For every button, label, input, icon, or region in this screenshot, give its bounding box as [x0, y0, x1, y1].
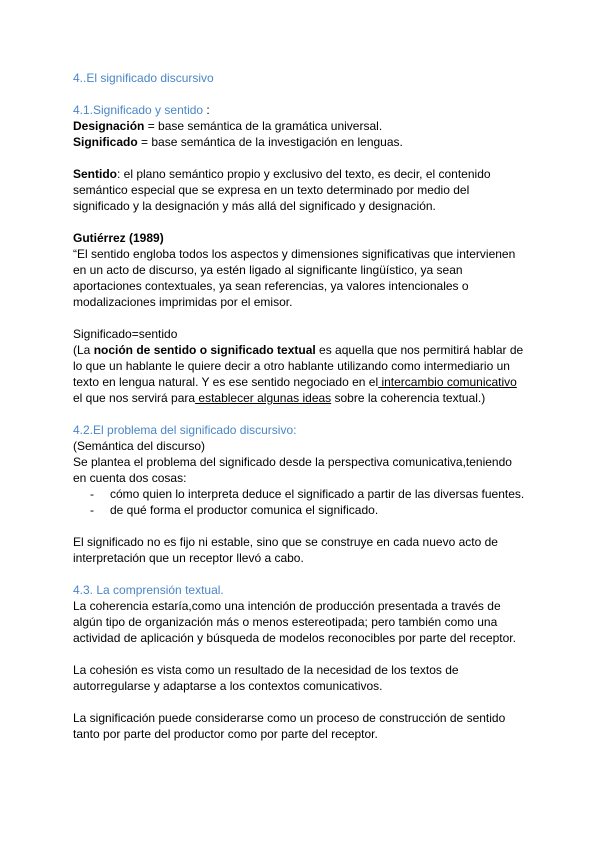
nocion-line-3-pre: texto en lengua natural. Y es ese sentido negociado en el — [73, 375, 379, 389]
sentido-term: Sentido — [73, 167, 117, 181]
fijo-line-2: interpretación que un receptor llevó a cabo. — [73, 551, 304, 565]
problema-line-1: Se plantea el problema del significado desde la perspectiva comunicativa,teniendo — [73, 455, 512, 469]
nocion-open: (La — [73, 343, 94, 357]
nocion-line-4 — [73, 390, 533, 406]
nocion-line-1 — [73, 342, 533, 358]
nocion-line-4-pre: el que nos servirá para — [73, 391, 196, 405]
heading-4-1-colon: : — [203, 103, 210, 117]
gutierrez-title — [73, 230, 533, 246]
designacion-definition — [73, 118, 533, 134]
nocion-bold: noción de sentido o significado textual — [93, 343, 316, 357]
significado-term: Significado — [73, 135, 138, 149]
sentido-line-3: significado y la designación y más allá del significado y designación. — [73, 199, 436, 213]
nocion-rest: es aquella que nos permitirá hablar de — [315, 343, 524, 357]
list-item-text: cómo quien lo interpreta deduce el significado a partir de las diversas fuentes. — [110, 487, 525, 501]
significacion-line-1: La significación puede considerarse como un proceso de construcción de sentido — [73, 711, 506, 725]
quote-line-4: modalizaciones imprimidas por el emisor. — [73, 295, 293, 309]
section-heading-4-1 — [73, 102, 533, 118]
coherencia-line-3: actividad de aplicación y búsqueda de modelos reconocibles por parte del receptor. — [73, 631, 516, 645]
cohesion-line-2: autorregularse y adaptarse a los contextos comunicativos. — [73, 679, 383, 693]
nocion-line-2: lo que un hablante le quiere decir a otro hablante utilizando como intermediario un — [73, 359, 510, 373]
fijo-line-1: El significado no es fijo ni estable, sino que se construye en cada nuevo acto de — [73, 535, 498, 549]
document-body — [73, 70, 533, 742]
quote-line-2: en un acto de discurso, ya estén ligado al significante lingüístico, ya sean — [73, 263, 463, 277]
bullet-dash: - — [90, 487, 94, 501]
nocion-line-3 — [73, 374, 533, 390]
list-item-text: de qué forma el productor comunica el significado. — [110, 503, 379, 517]
semantica-subtitle: (Semántica del discurso) — [73, 439, 206, 453]
significacion-line-2: tanto por parte del productor como por parte del receptor. — [73, 727, 378, 741]
significado-sentido-equation: Significado=sentido — [73, 327, 178, 341]
nocion-line-4-post: sobre la coherencia textual.) — [331, 391, 486, 405]
quote-line-3: aportaciones contextuales, ya sean referencias, ya valores intencionales o — [73, 279, 469, 293]
section-heading-4: 4..El significado discursivo — [73, 71, 214, 85]
designacion-term: Designación — [73, 119, 145, 133]
list-item — [73, 502, 533, 518]
gutierrez-title-text: Gutiérrez (1989) — [73, 231, 164, 245]
coherencia-line-2: algún tipo de organización más o menos estereotipada; pero también como una — [73, 615, 498, 629]
sentido-text-1: : el plano semántico propio y exclusivo del texto, es decir, el contenido — [117, 167, 491, 181]
quote-line-1: “El sentido engloba todos los aspectos y dimensiones significativas que intervienen — [73, 247, 516, 261]
underlined-intercambio: intercambio comunicativo — [378, 375, 517, 389]
section-heading-4-2: 4.2.El problema del significado discursivo: — [73, 423, 297, 437]
cohesion-line-1: La cohesión es vista como un resultado de la necesidad de los textos de — [73, 663, 459, 677]
heading-4-1-text: 4.1.Significado y sentido — [73, 103, 204, 117]
significado-definition — [73, 134, 533, 150]
sentido-line-2: semántico especial que se expresa en un texto determinado por medio del — [73, 183, 470, 197]
section-heading-4-3: 4.3. La comprensión textual. — [73, 583, 224, 597]
sentido-line-1 — [73, 166, 533, 182]
coherencia-line-1: La coherencia estaría,como una intención de producción presentada a través de — [73, 599, 501, 613]
underlined-establecer: establecer algunas ideas — [195, 391, 332, 405]
significado-def: = base semántica de la investigación en lenguas. — [137, 135, 403, 149]
problema-line-2: en cuenta dos cosas: — [73, 471, 187, 485]
designacion-def: = base semántica de la gramática universal. — [144, 119, 383, 133]
list-item — [73, 486, 533, 502]
bullet-dash: - — [90, 503, 94, 517]
